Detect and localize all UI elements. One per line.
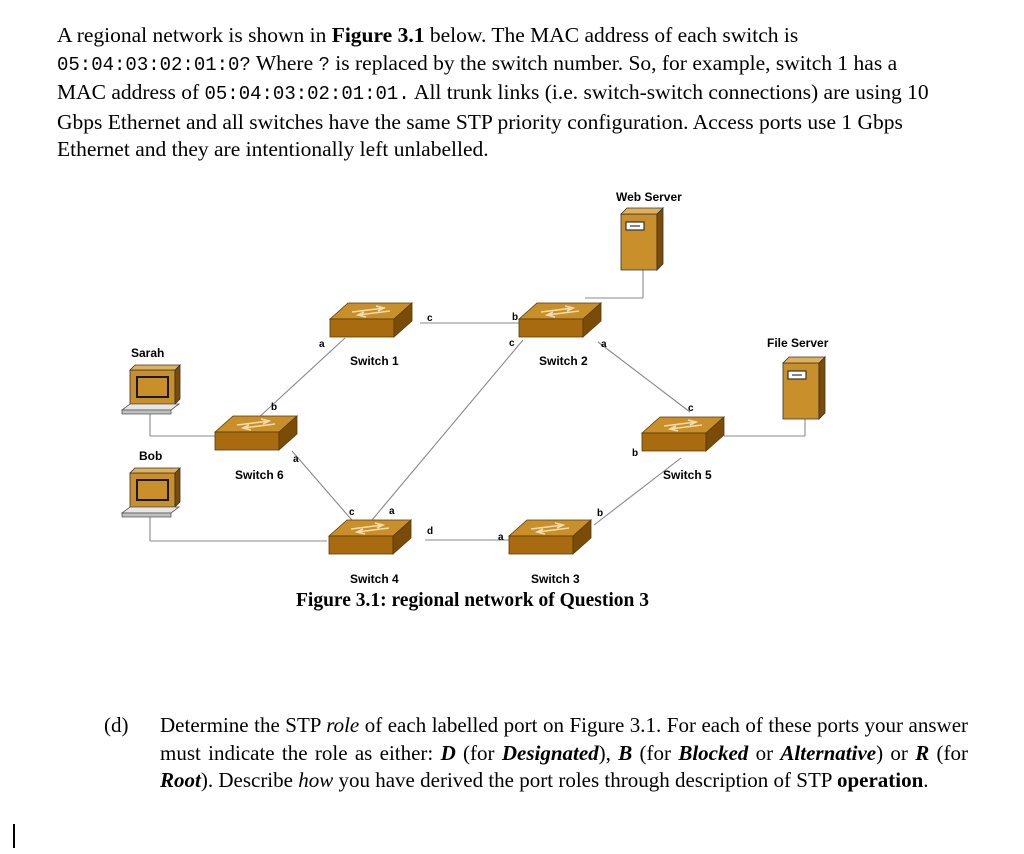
intro-text: below. The MAC address of each switch is (424, 23, 799, 47)
web-server-icon (621, 208, 663, 270)
question-text (160, 712, 968, 795)
bob-computer-icon (122, 468, 180, 517)
switch-4-label: Switch 4 (350, 572, 399, 586)
links (150, 262, 805, 541)
question-fragment: (for (929, 740, 968, 765)
text-cursor (13, 824, 15, 848)
switch-5-label: Switch 5 (663, 468, 712, 482)
question-fragment: of each labelled port on Figure 3.1. For each of these ports your answer must indicate the role as either: (160, 713, 969, 765)
question-fragment: ). Describe (200, 768, 299, 792)
intro-text: A regional network is shown in (57, 23, 332, 47)
link-switch1-switch6 (256, 338, 345, 420)
port-label-s4-a: a (389, 506, 395, 517)
question-fragment: ), (598, 740, 619, 765)
switch-1-label: Switch 1 (350, 354, 399, 368)
term-blocked: Blocked (678, 740, 749, 765)
port-label-s2-b: b (512, 312, 519, 323)
question-fragment: (for (632, 740, 679, 765)
file-server-label: File Server (767, 336, 829, 350)
switch-3-label: Switch 3 (531, 572, 580, 586)
code-b: B (618, 740, 633, 765)
port-label-s4-c: c (349, 507, 355, 518)
figure-caption: Figure 3.1: regional network of Question 3 (296, 590, 649, 611)
placeholder-mark: ? (318, 53, 330, 76)
sarah-label: Sarah (131, 346, 165, 360)
question-fragment: . (923, 768, 929, 792)
port-label-s1-a: a (319, 339, 325, 350)
port-label-s3-b: b (597, 508, 604, 519)
file-server-icon (783, 357, 825, 419)
question-fragment: (for (455, 740, 502, 765)
emphasis-operation: operation (836, 768, 924, 792)
port-label-s5-b: b (632, 448, 639, 459)
emphasis-how: how (298, 768, 334, 792)
question-fragment: Determine the STP (160, 713, 327, 737)
port-label-s6-b: b (271, 402, 278, 413)
port-label-s1-c: c (427, 313, 433, 324)
mac-example: 05:04:03:02:01:01. (204, 83, 410, 105)
intro-text: Where (250, 50, 319, 75)
switch-1-icon (330, 303, 412, 337)
switch-5-icon (642, 417, 724, 451)
port-label-s2-c: c (509, 338, 515, 349)
code-d: D (440, 740, 456, 765)
term-alternative: Alternative (780, 740, 877, 765)
port-label-s4-d: d (427, 526, 434, 537)
code-r: R (915, 740, 930, 765)
link-switch6-switch4 (292, 451, 357, 526)
question-fragment: ) or (876, 740, 916, 765)
mac-pattern: 05:04:03:02:01:0? (57, 53, 251, 76)
port-label-s5-c: c (688, 403, 694, 414)
question-fragment: you have derived the port roles through description of STP (333, 768, 837, 792)
term-root: Root (160, 768, 201, 792)
emphasis-role: role (326, 713, 360, 737)
port-label-s3-a: a (498, 532, 504, 543)
question-letter: (d) (104, 713, 129, 737)
switch-4-icon (329, 520, 411, 554)
port-label-s2-a: a (601, 339, 607, 350)
bob-label: Bob (139, 449, 163, 463)
switch-3-icon (509, 520, 591, 554)
switch-2-icon (519, 303, 601, 337)
switch-6-icon (215, 416, 297, 450)
intro-text: All trunk links (i.e. switch-switch connections) are using 10 Gbps Ethernet and all switches have the same STP priority configuration. Access ports use 1 Gbps Ethernet and they are intentionally left unlabelled. (57, 80, 929, 161)
sarah-computer-icon (122, 365, 180, 414)
term-designated: Designated (501, 740, 599, 765)
intro-text: is replaced by the switch number. So, for example, switch 1 has a MAC address of (57, 50, 898, 104)
switch-6-label: Switch 6 (235, 468, 284, 482)
web-server-label: Web Server (616, 190, 682, 204)
port-label-s6-a: a (293, 454, 299, 465)
switch-2-label: Switch 2 (539, 354, 588, 368)
link-switch2-switch5 (598, 342, 690, 412)
question-fragment: or (748, 740, 781, 765)
figure-reference: Figure 3.1 (331, 23, 425, 47)
